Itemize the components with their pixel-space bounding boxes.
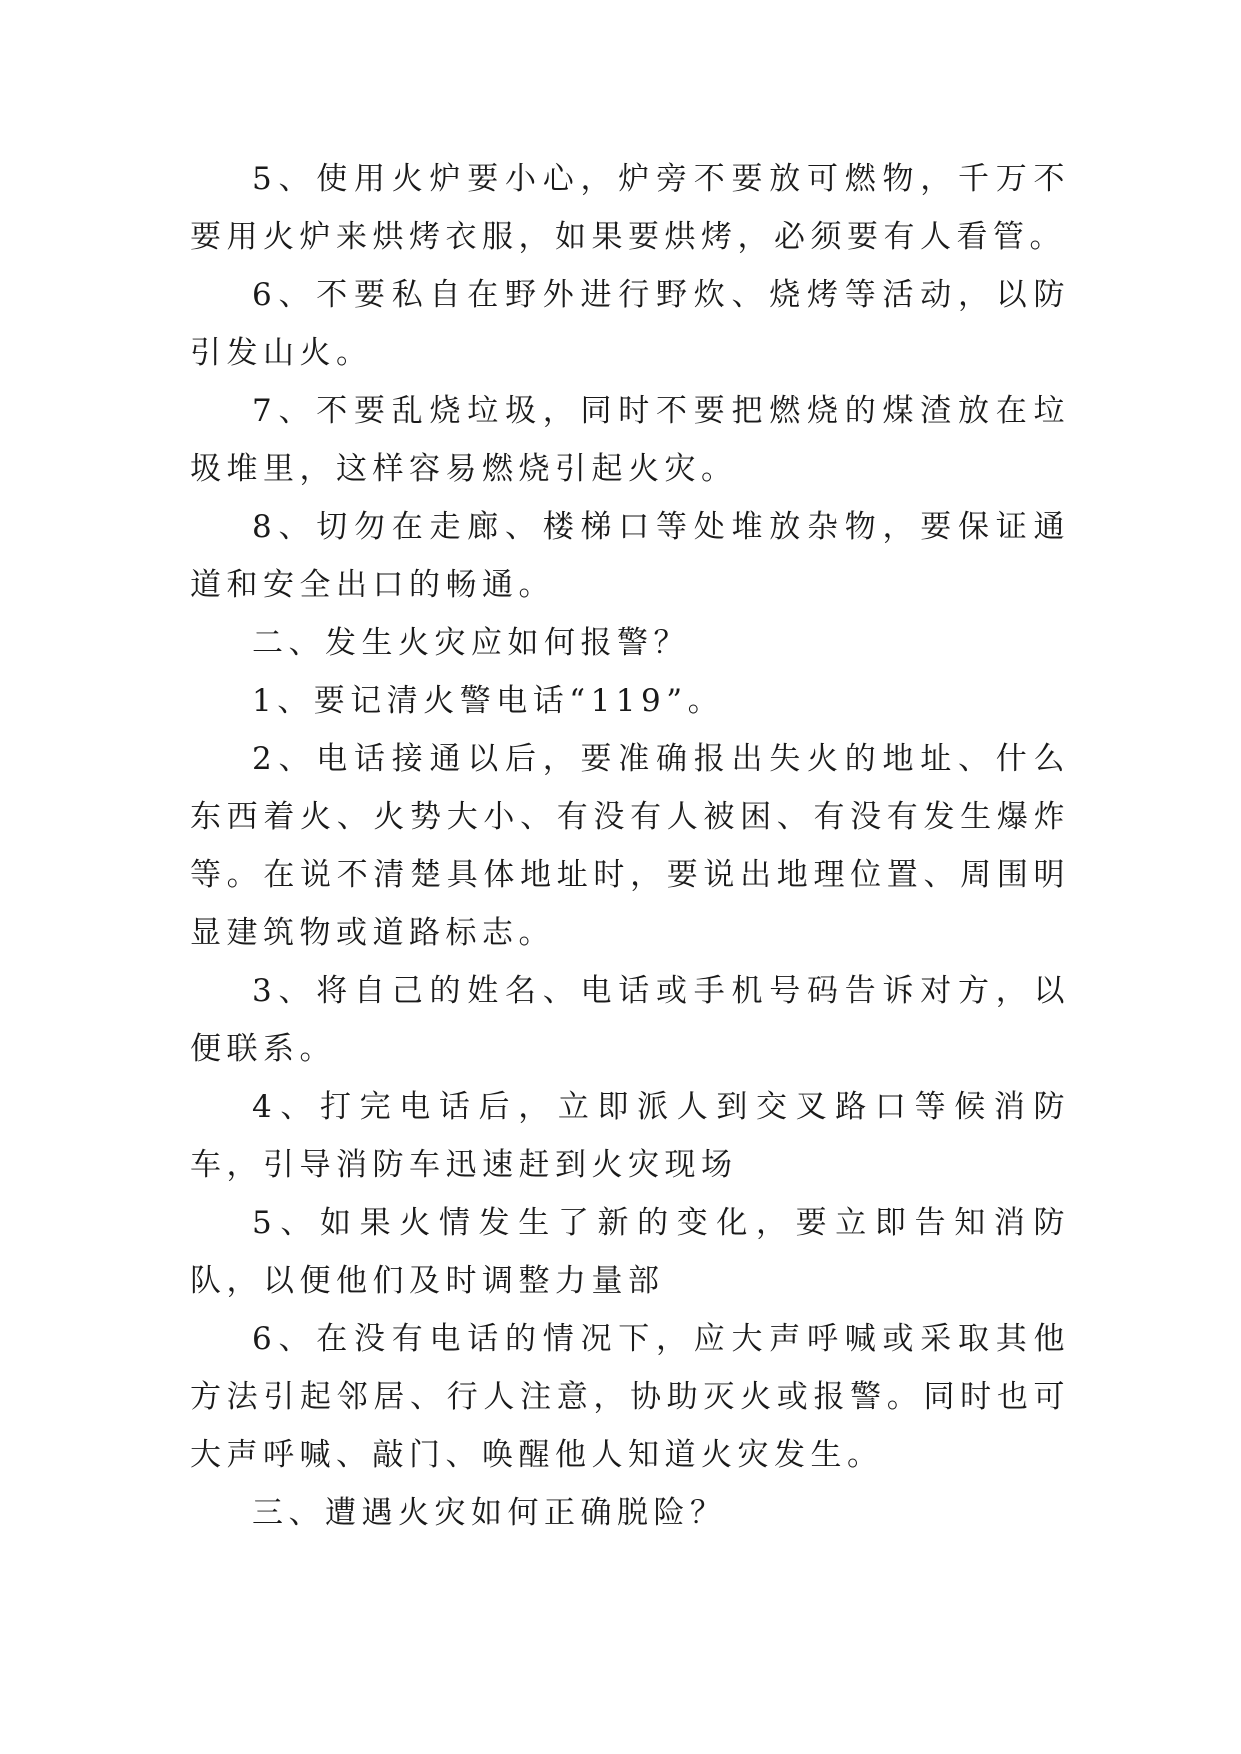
paragraph-remember-119: 1、要记清火警电话“119”。 [252, 683, 725, 719]
paragraph-report-details: 2、电话接通以后，要准确报出失火的地址、什么东西着火、火势大小、有没有人被困、有没有发生爆炸等。在说不清楚具体地址时，要说出地理位置、周围明显建筑物或道路标志。 [190, 741, 1070, 951]
paragraph-guide-fire-truck: 4、打完电话后，立即派人到交叉路口等候消防车，引导消防车迅速赶到火灾现场 [190, 1089, 1070, 1183]
paragraph-no-burning-garbage: 7、不要乱烧垃圾，同时不要把燃烧的煤渣放在垃圾堆里，这样容易燃烧引起火灾。 [190, 393, 1070, 487]
section-heading-escape: 三、遭遇火灾如何正确脱险？ [252, 1495, 727, 1531]
section-heading-fire-report: 二、发生火灾应如何报警？ [252, 625, 690, 661]
paragraph-no-outdoor-fire: 6、不要私自在野外进行野炊、烧烤等活动，以防引发山火。 [190, 277, 1070, 371]
paragraph-report-changes: 5、如果火情发生了新的变化，要立即告知消防队，以便他们及时调整力量部 [190, 1205, 1070, 1299]
paragraph-keep-exits-clear: 8、切勿在走廊、楼梯口等处堆放杂物，要保证通道和安全出口的畅通。 [190, 509, 1070, 603]
paragraph-give-contact: 3、将自己的姓名、电话或手机号码告诉对方，以便联系。 [190, 973, 1070, 1067]
paragraph-stove-safety: 5、使用火炉要小心，炉旁不要放可燃物，千万不要用火炉来烘烤衣服，如果要烘烤，必须要有人看管。 [190, 161, 1070, 255]
document-body [190, 150, 1070, 1542]
paragraph-no-phone: 6、在没有电话的情况下，应大声呼喊或采取其他方法引起邻居、行人注意，协助灭火或报警。同时也可大声呼喊、敲门、唤醒他人知道火灾发生。 [190, 1321, 1070, 1473]
